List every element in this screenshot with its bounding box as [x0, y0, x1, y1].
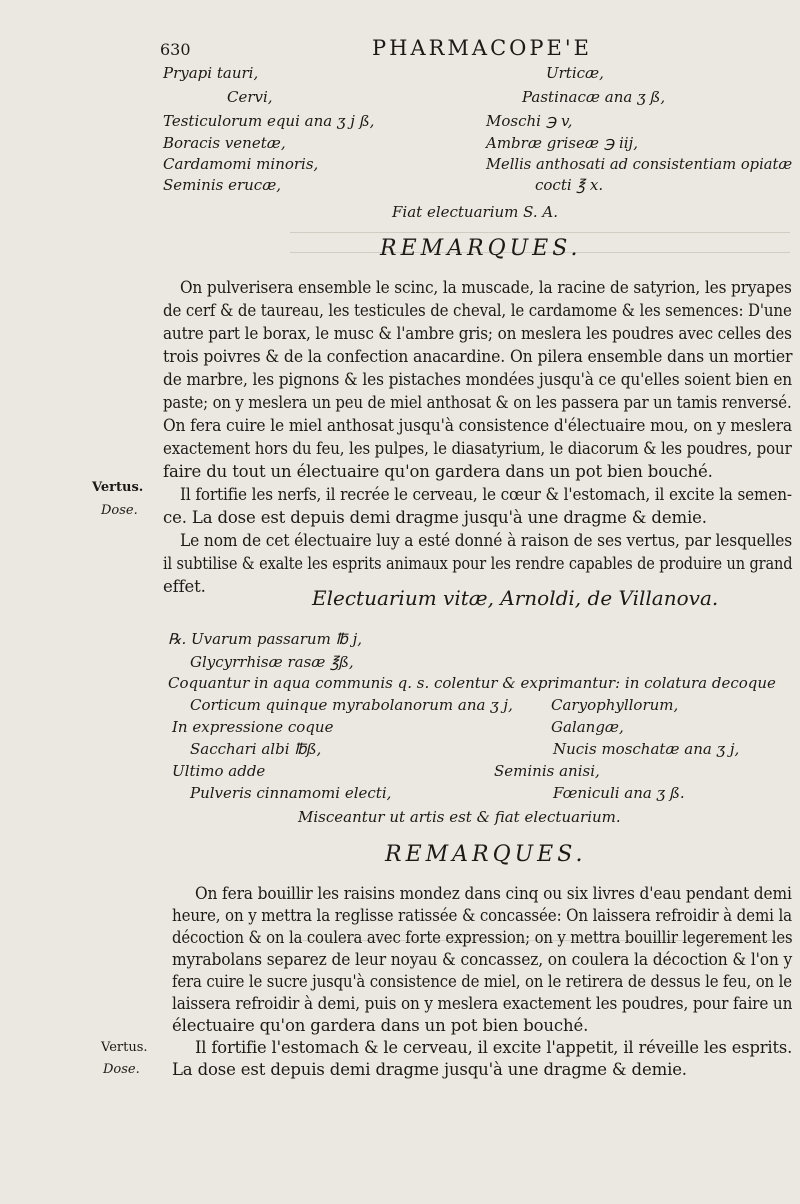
section-heading: REMARQUES.: [385, 842, 587, 867]
margin-note-vertus: Vertus.: [92, 480, 144, 495]
paragraph-line: myrabolans separez de leur noyau & concassez, on coulera la décoction & l'on y: [172, 950, 793, 969]
ingredient: Coquantur in aqua communis q. s. colentur & exprimantur: in colatura decoque: [168, 674, 776, 692]
paragraph-line: On pulverisera ensemble le scinc, la muscade, la racine de satyrion, les pryapes: [180, 278, 792, 297]
paragraph-line: laissera refroidir à demi, puis on y meslera exactement les poudres, pour faire un: [172, 994, 793, 1013]
paragraph-line: On fera bouillir les raisins mondez dans cinq ou six livres d'eau pendant demi: [195, 884, 792, 903]
ingredient: Glycyrrhisæ rasæ ℥ß,: [190, 653, 354, 671]
ingredient: Ambræ griseæ ℈ iij,: [486, 134, 638, 152]
paragraph-line: effet.: [163, 577, 206, 596]
running-title: PHARMACOPE'E: [372, 36, 592, 60]
paragraph-line: trois poivres & de la confection anacardine. On pilera ensemble dans un mortier: [163, 347, 793, 366]
ingredient: Testiculorum equi ana ʒ j ß,: [163, 112, 375, 130]
recipe-title: Electuarium vitæ, Arnoldi, de Villanova.: [312, 586, 719, 610]
paragraph-line: de cerf & de taureau, les testicules de cheval, le cardamome & les semences: D'une: [163, 301, 792, 320]
ingredient: Pulveris cinnamomi electi,: [190, 784, 392, 802]
margin-note-dose: Dose.: [101, 503, 138, 518]
paragraph-line: faire du tout un électuaire qu'on gardera dans un pot bien bouché.: [163, 462, 713, 481]
paragraph-line: Il fortifie les nerfs, il recrée le cerveau, le cœur & l'estomach, il excite la semen-: [180, 485, 792, 504]
ingredient: ℞. Uvarum passarum ℔ j,: [168, 630, 363, 648]
ingredient: Galangæ,: [551, 718, 624, 736]
margin-note-dose: Dose.: [103, 1062, 140, 1077]
ingredient: Cervi,: [227, 88, 273, 106]
misceantur-line: Misceantur ut artis est & fiat electuarium.: [298, 808, 621, 826]
ingredient: In expressione coque: [172, 718, 334, 736]
ingredient: Ultimo adde: [172, 762, 266, 780]
paragraph-line: La dose est depuis demi dragme jusqu'à une dragme & demie.: [172, 1060, 687, 1079]
fiat-line: Fiat electuarium S. A.: [392, 203, 559, 221]
ingredient: Seminis anisi,: [494, 762, 600, 780]
paragraph-line: heure, on y mettra la reglisse ratissée & concassée: On laissera refroidir à demi la: [172, 906, 792, 925]
ingredient: Urticæ,: [546, 64, 604, 82]
paragraph-line: autre part le borax, le musc & l'ambre gris; on meslera les poudres avec celles des: [163, 324, 792, 343]
ingredient: Caryophyllorum,: [551, 696, 679, 714]
ingredient: Mellis anthosati ad consistentiam opiatæ: [486, 155, 793, 173]
paragraph-line: Il fortifie l'estomach & le cerveau, il excite l'appetit, il réveille les esprits.: [195, 1038, 793, 1057]
paragraph-line: paste; on y meslera un peu de miel anthosat & on les passera par un tamis renversé.: [163, 393, 792, 412]
show-through-line: [290, 232, 790, 233]
paragraph-line: décoction & on la coulera avec forte expression; on y mettra bouillir legerement les: [172, 928, 793, 947]
ingredient: Seminis erucæ,: [163, 176, 282, 194]
ingredient: Sacchari albi ℔ß,: [190, 740, 322, 758]
ingredient: Pryapi tauri,: [163, 64, 259, 82]
ingredient: Cardamomi minoris,: [163, 155, 319, 173]
margin-note-vertus: Vertus.: [101, 1040, 148, 1055]
ingredient: Nucis moschatæ ana ʒ j,: [553, 740, 740, 758]
paragraph-line: de marbre, les pignons & les pistaches mondées jusqu'à ce qu'elles soient bien en: [163, 370, 793, 389]
paragraph-line: électuaire qu'on gardera dans un pot bien bouché.: [172, 1016, 589, 1035]
ingredient: Moschi ℈ v,: [486, 112, 573, 130]
ingredient: Fœniculi ana ʒ ß.: [553, 784, 685, 802]
ingredient: Pastinacæ ana ʒ ß,: [522, 88, 666, 106]
ingredient: Corticum quinque myrabolanorum ana ʒ j,: [190, 696, 513, 714]
paragraph-line: ce. La dose est depuis demi dragme jusqu'à une dragme & demie.: [163, 508, 707, 527]
paragraph-line: fera cuire le sucre jusqu'à consistence de miel, on le retirera de dessus le feu, on le: [172, 972, 792, 991]
ingredient: cocti ℥ x.: [535, 176, 604, 194]
paragraph-line: il subtilise & exalte les esprits animaux pour les rendre capables de produire un grand: [163, 554, 793, 573]
paragraph-line: On fera cuire le miel anthosat jusqu'à consistence d'électuaire mou, on y meslera: [163, 416, 793, 435]
page-number: 630: [160, 40, 191, 59]
ingredient: Boracis venetæ,: [163, 134, 286, 152]
paragraph-line: Le nom de cet électuaire luy a esté donné à raison de ses vertus, par lesquelles: [180, 531, 793, 550]
paragraph-line: exactement hors du feu, les pulpes, le diasatyrium, le diacorum & les poudres, pour: [163, 439, 792, 458]
section-heading: REMARQUES.: [380, 236, 582, 261]
